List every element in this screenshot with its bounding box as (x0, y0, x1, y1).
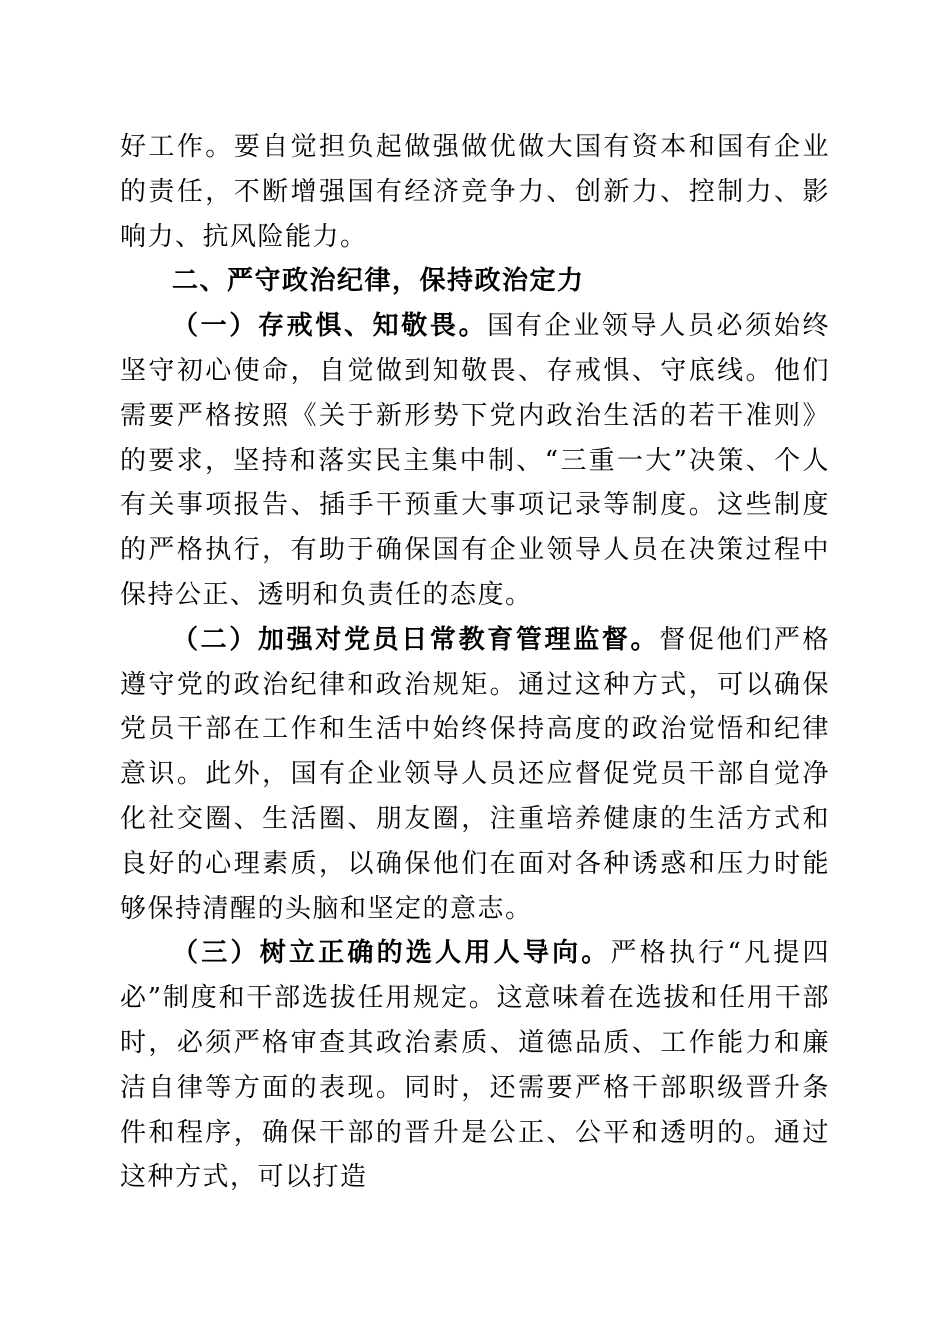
item-lead-2: （二）加强对党员日常教育管理监督。 (172, 624, 660, 655)
item-lead-3: （三）树立正确的选人用人导向。 (172, 938, 611, 969)
document-page (120, 125, 830, 1200)
item-paragraph-2 (120, 618, 830, 932)
item-body-1: 国有企业领导人员必须始终坚守初心使命，自觉做到知敬畏、存戒惧、守底线。他们需要严格按照《关于新形势下党内政治生活的若干准则》的要求，坚持和落实民主集中制、“三重一大”决策、个人有关事项报告、插手干预重大事项记录等制度。这些制度的严格执行，有助于确保国有企业领导人员在决策过程中保持公正、透明和负责任的态度。 (120, 311, 830, 610)
item-lead-1: （一）存戒惧、知敬畏。 (172, 311, 488, 342)
item-paragraph-3 (120, 931, 830, 1200)
intro-paragraph: 好工作。要自觉担负起做强做优做大国有资本和国有企业的责任，不断增强国有经济竞争力、创新力、控制力、影响力、抗风险能力。 (120, 132, 830, 252)
item-paragraph-1 (120, 304, 830, 618)
item-body-2: 督促他们严格遵守党的政治纪律和政治规矩。通过这种方式，可以确保党员干部在工作和生活中始终保持高度的政治觉悟和纪律意识。此外，国有企业领导人员还应督促党员干部自觉净化社交圈、生活圈、朋友圈，注重培养健康的生活方式和良好的心理素质，以确保他们在面对各种诱惑和压力时能够保持清醒的头脑和坚定的意志。 (120, 624, 830, 924)
item-body-3: 严格执行“凡提四必”制度和干部选拔任用规定。这意味着在选拔和任用干部时，必须严格审查其政治素质、道德品质、工作能力和廉洁自律等方面的表现。同时，还需要严格干部职级晋升条件和程序，确保干部的晋升是公正、公平和透明的。通过这种方式，可以打造 (120, 938, 830, 1193)
section-heading: 二、严守政治纪律，保持政治定力 (172, 266, 585, 297)
